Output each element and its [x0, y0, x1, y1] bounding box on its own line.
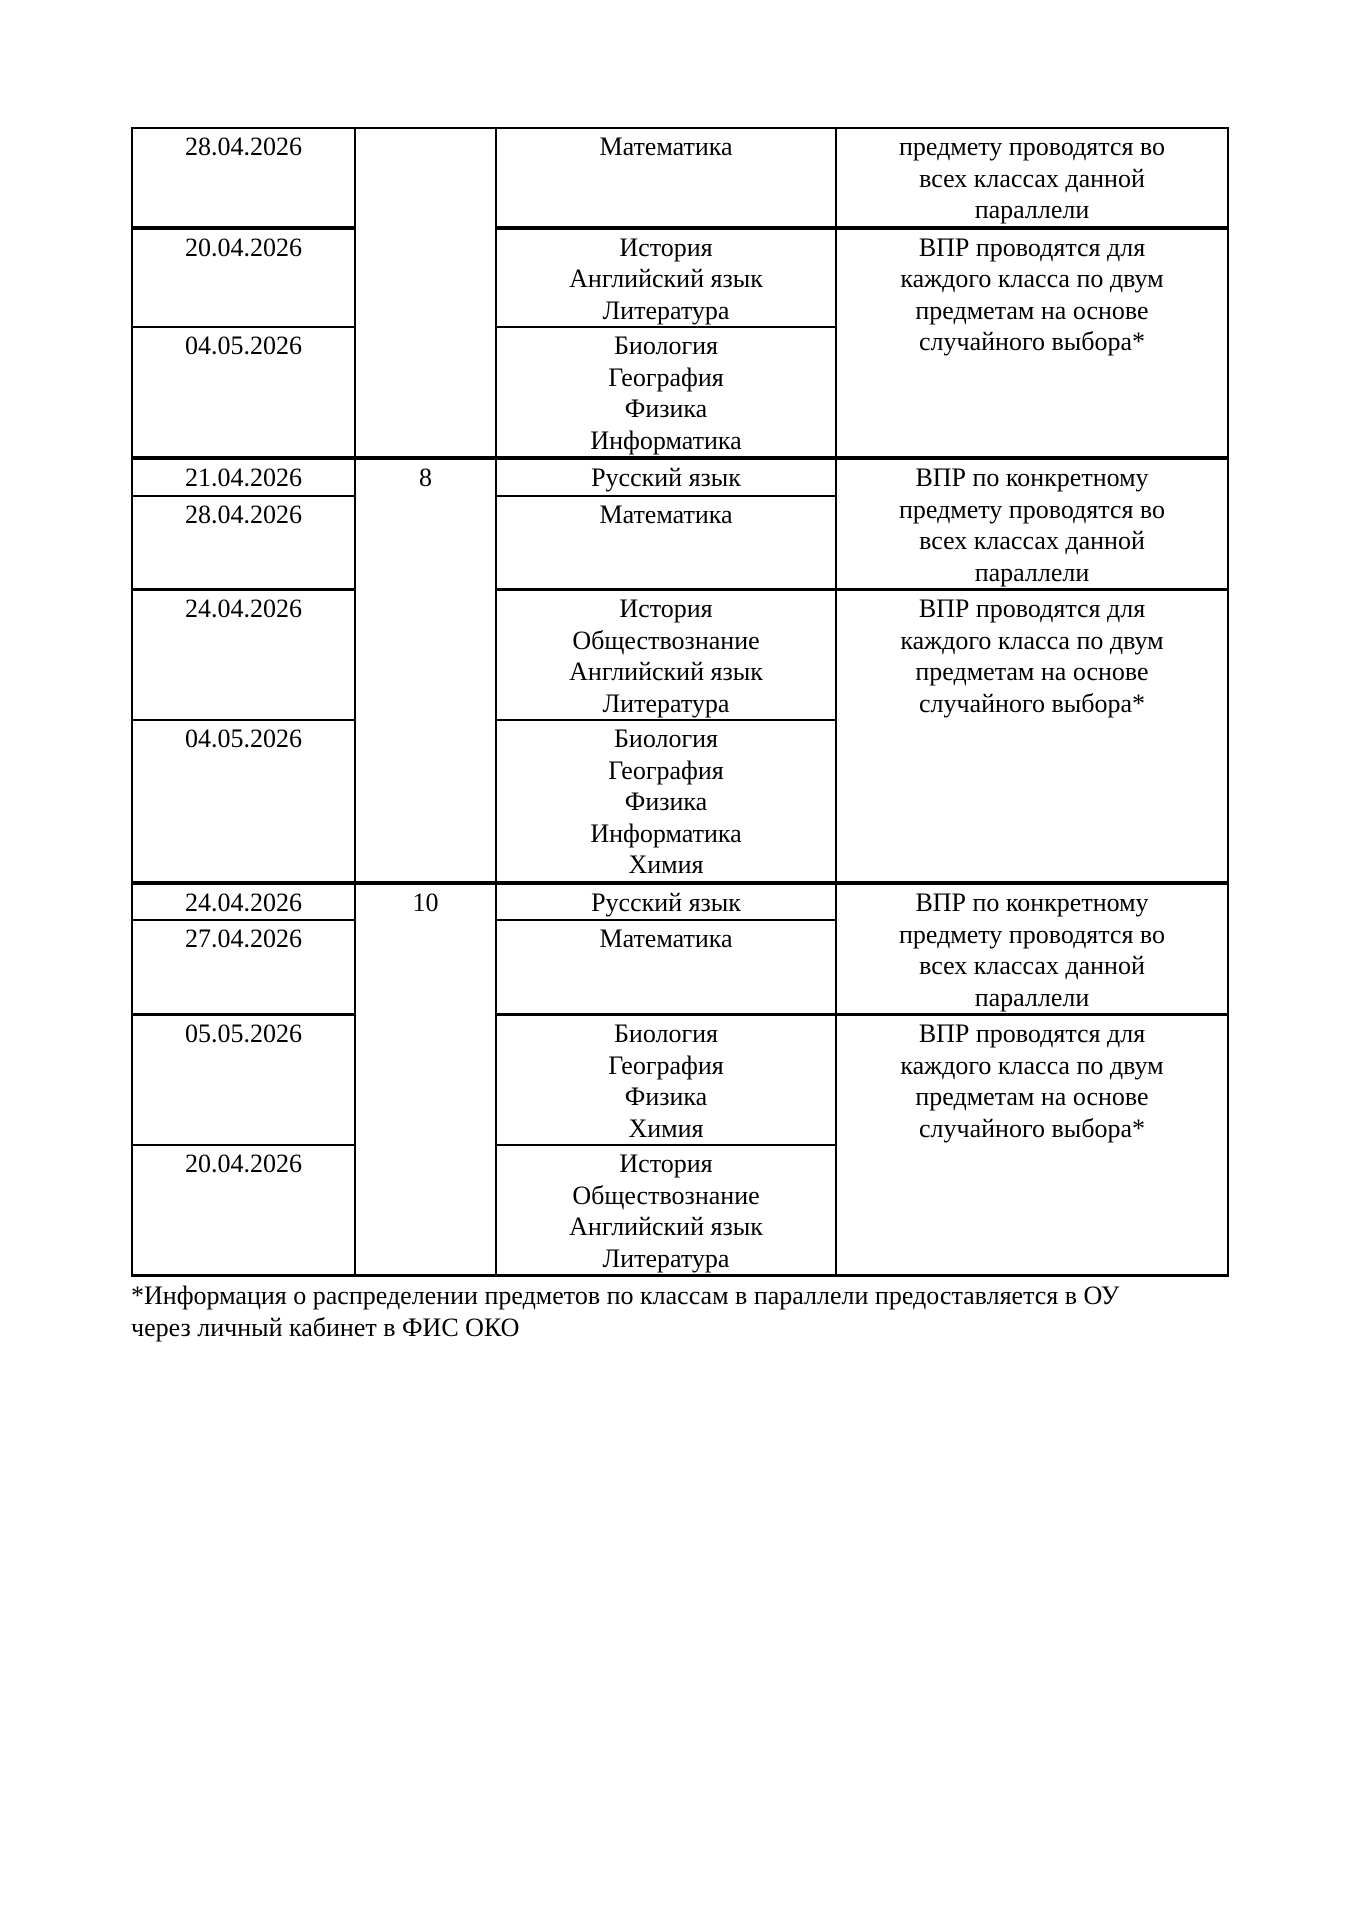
subjects-cell — [496, 327, 836, 458]
note-line: ВПР проводятся для — [918, 232, 1146, 262]
note-line: случайного выбора* — [919, 327, 1145, 356]
class-cell: 10 — [355, 883, 496, 1276]
date-cell: 21.04.2026 — [132, 458, 355, 496]
subject-line: Обществознание — [572, 1180, 760, 1210]
subject-line: Русский язык — [591, 463, 741, 492]
subjects-cell — [496, 1015, 836, 1146]
note-cell — [836, 1015, 1228, 1276]
note-line: всех классах данной — [919, 526, 1145, 555]
subjects-cell — [496, 920, 836, 1015]
subject-line: Математика — [599, 132, 733, 161]
date-cell: 04.05.2026 — [132, 720, 355, 883]
note-line: случайного выбора* — [919, 688, 1145, 718]
note-line: ВПР по конкретному — [915, 888, 1149, 917]
subjects-cell — [496, 128, 836, 228]
subject-line: Математика — [599, 499, 733, 529]
subject-line: Физика — [624, 1082, 708, 1111]
subject-line: Информатика — [590, 425, 742, 455]
subjects-cell — [496, 720, 836, 883]
note-cell — [836, 128, 1228, 228]
date-cell: 24.04.2026 — [132, 590, 355, 721]
subject-line: Английский язык — [569, 1212, 763, 1241]
date-cell: 20.04.2026 — [132, 228, 355, 328]
date-cell: 20.04.2026 — [132, 1145, 355, 1276]
subject-line: Химия — [628, 1113, 704, 1143]
note-line: каждого класса по двум — [900, 264, 1164, 293]
subject-line: Литература — [602, 1243, 730, 1273]
note-cell — [836, 590, 1228, 884]
subject-line: Химия — [628, 850, 704, 879]
subject-line: История — [619, 1149, 713, 1178]
note-line: параллели — [974, 557, 1090, 587]
subject-line: География — [608, 362, 724, 392]
subjects-cell — [496, 883, 836, 920]
note-line: предметам на основе — [915, 657, 1149, 686]
note-cell — [836, 883, 1228, 1015]
subjects-cell — [496, 590, 836, 721]
class-cell — [355, 128, 496, 458]
subjects-cell — [496, 228, 836, 328]
note-line: ВПР проводятся для — [918, 1019, 1146, 1048]
note-line: случайного выбора* — [919, 1113, 1145, 1143]
subject-line: Обществознание — [572, 625, 760, 655]
date-cell: 24.04.2026 — [132, 883, 355, 920]
date-cell: 28.04.2026 — [132, 496, 355, 590]
subject-line: Информатика — [590, 818, 742, 848]
class-cell: 8 — [355, 458, 496, 883]
subject-line: Английский язык — [569, 657, 763, 686]
note-line: всех классах данной — [919, 163, 1145, 193]
note-line: предметам на основе — [915, 295, 1149, 325]
note-line: каждого класса по двум — [900, 1050, 1164, 1080]
schedule-table — [131, 127, 1229, 1277]
subject-line: История — [619, 232, 713, 262]
subject-line: Литература — [602, 295, 730, 325]
subjects-cell — [496, 458, 836, 496]
note-line: каждого класса по двум — [900, 625, 1164, 655]
subjects-cell — [496, 496, 836, 590]
subject-line: Английский язык — [569, 264, 763, 293]
subject-line: Биология — [613, 331, 718, 360]
note-line: параллели — [974, 195, 1090, 224]
note-line: предмету проводятся во — [898, 919, 1166, 949]
subject-line: Физика — [624, 394, 708, 423]
subject-line: История — [619, 594, 713, 623]
note-line: предмету проводятся во — [898, 494, 1166, 524]
note-cell — [836, 458, 1228, 590]
footnote-line: через личный кабинет в ФИС ОКО — [131, 1313, 520, 1342]
date-cell: 04.05.2026 — [132, 327, 355, 458]
note-line: всех классах данной — [919, 951, 1145, 980]
footnote — [131, 1280, 1241, 1344]
note-line: параллели — [974, 982, 1090, 1012]
note-line: ВПР проводятся для — [918, 594, 1146, 623]
note-line: ВПР по конкретному — [915, 463, 1149, 492]
subject-line: Физика — [624, 787, 708, 816]
footnote-line: *Информация о распределении предметов по классам в параллели предоставляется в ОУ — [131, 1281, 1120, 1310]
date-cell: 27.04.2026 — [132, 920, 355, 1015]
subject-line: География — [608, 755, 724, 785]
subject-line: Биология — [613, 724, 718, 753]
note-cell — [836, 228, 1228, 459]
note-line: предмету проводятся во — [898, 132, 1166, 161]
subjects-cell — [496, 1145, 836, 1276]
subject-line: Русский язык — [591, 888, 741, 917]
subject-line: Математика — [599, 923, 733, 953]
subject-line: География — [608, 1050, 724, 1080]
subject-line: Биология — [613, 1019, 718, 1048]
note-line: предметам на основе — [915, 1082, 1149, 1111]
subject-line: Литература — [602, 688, 730, 718]
date-cell: 28.04.2026 — [132, 128, 355, 228]
date-cell: 05.05.2026 — [132, 1015, 355, 1146]
